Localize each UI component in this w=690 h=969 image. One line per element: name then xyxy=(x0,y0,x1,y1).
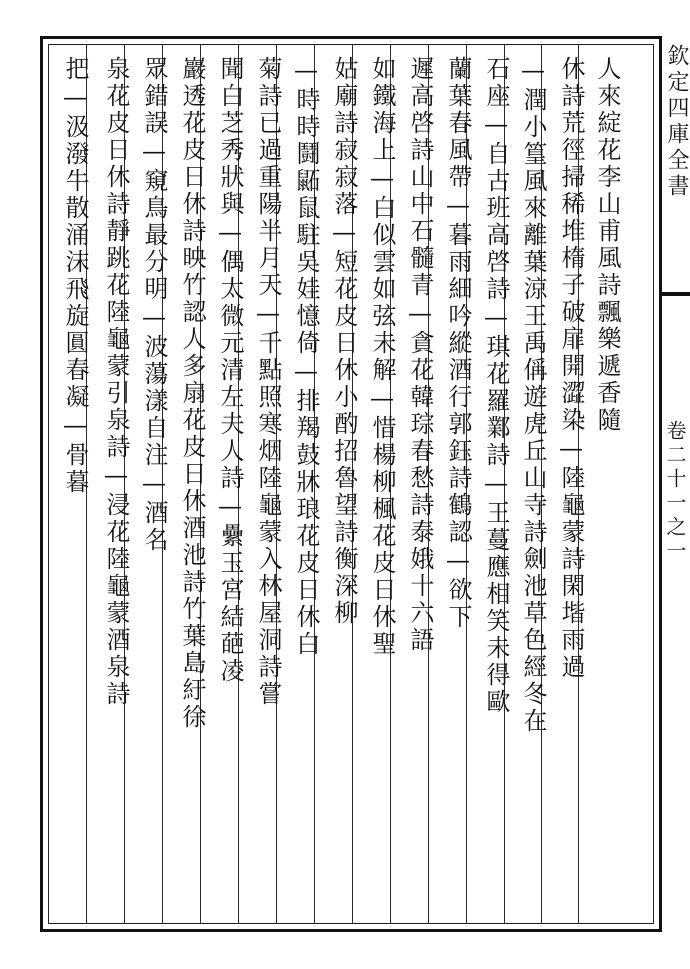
text-column-13: 眾錯誤—窺鳥最分明—波蕩漾自注—酒名 xyxy=(140,56,168,554)
text-column-3: —潤小篁風來離葉涼王禹偁遊虎丘山寺詩劍池草色經冬在 xyxy=(519,56,547,735)
text-column-7: 如鐵海上—白似雲如弦未解—惜楊柳楓花皮日休聖 xyxy=(368,56,396,658)
text-column-6: 遲高啓詩山中石髓青—貪花韓琮春愁詩泰娥十六語 xyxy=(406,56,434,654)
book-title: 欽定四庫全書 xyxy=(664,44,689,200)
text-column-14: 泉花皮日休詩靜跳花陸龜蒙引泉詩—浸花陸龜蒙酒泉詩 xyxy=(102,56,130,708)
text-column-8: 姑廟詩寂寂落—短花皮日休小酌招魯望詩衡深柳 xyxy=(330,56,358,627)
text-column-15: 把—汲潑牛散涌沫飛旋圓春凝—骨暮 xyxy=(61,56,89,496)
text-column-9: —時時鬪鼫鼠駐吳娃憶倚—排羯鼓牀琅花皮日休白 xyxy=(292,56,320,658)
volume-label: 卷二十一之一 xyxy=(663,420,687,564)
text-column-1: 人來綻花李山甫風詩飄樂遞香隨 xyxy=(593,56,621,434)
fish-tail-mark xyxy=(662,292,690,296)
text-column-2: 休詩荒徑掃稀堆楕子破扉開澀染—陸龜蒙詩閑堦雨過 xyxy=(557,56,585,681)
text-column-12: 巖透花皮日休詩映竹認人多扇花皮日休酒池詩竹葉島紆徐 xyxy=(178,56,206,731)
text-column-5: 蘭葉春風帶—暮雨細吟縱酒行郭鈺詩鶴認—欲下 xyxy=(444,56,472,631)
text-column-11: 聞白芝秀狀與—偶太微元清左夫人詩—纍玉宮結葩凌 xyxy=(216,56,244,685)
text-column-4: 石座—自古班高啓詩—琪花羅鄴詩—王蔓應相笑未得歐 xyxy=(482,56,510,716)
text-column-10: 菊詩已過重陽半月天—千點照寒烟陸龜蒙入林屋洞詩嘗 xyxy=(254,56,282,708)
